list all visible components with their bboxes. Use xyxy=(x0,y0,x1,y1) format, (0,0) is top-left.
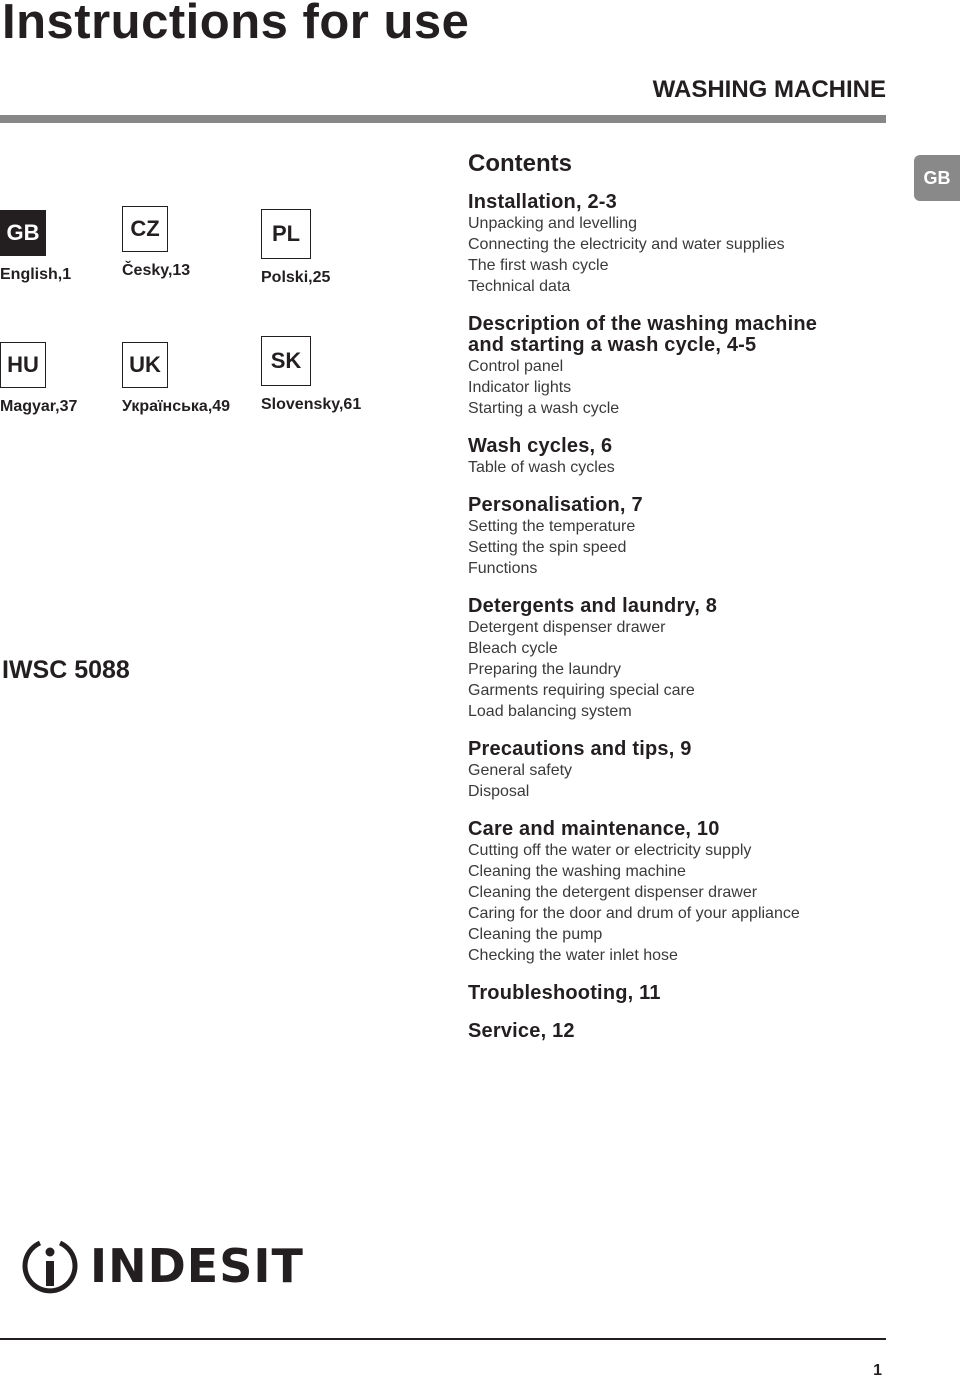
contents-section xyxy=(468,314,908,419)
section-item[interactable]: Functions xyxy=(468,560,538,577)
section-item[interactable]: Garments requiring special care xyxy=(468,682,695,699)
section-title[interactable]: Description of the washing machine and starting a wash cycle, 4-5 xyxy=(468,313,818,356)
section-item[interactable]: Cleaning the pump xyxy=(468,926,603,943)
section-item[interactable]: Unpacking and levelling xyxy=(468,215,637,232)
contents-section xyxy=(468,495,908,579)
section-item[interactable]: Connecting the electricity and water supplies xyxy=(468,236,785,253)
language-label: Polski,25 xyxy=(261,269,331,286)
section-item[interactable]: Preparing the laundry xyxy=(468,661,621,678)
language-code-badge: CZ xyxy=(122,206,168,252)
section-item[interactable]: The first wash cycle xyxy=(468,257,609,274)
header-divider xyxy=(0,115,886,123)
brand-logo xyxy=(18,1234,304,1298)
language-code-badge: PL xyxy=(261,209,311,259)
section-item[interactable]: Disposal xyxy=(468,783,530,800)
section-item[interactable]: Bleach cycle xyxy=(468,640,558,657)
section-item[interactable]: Checking the water inlet hose xyxy=(468,947,678,964)
section-item[interactable]: Control panel xyxy=(468,358,564,375)
table-of-contents xyxy=(468,150,908,1059)
section-item[interactable]: Cleaning the washing machine xyxy=(468,863,686,880)
language-label: English,1 xyxy=(0,266,72,283)
section-title[interactable]: Detergents and laundry, 8 xyxy=(468,595,718,617)
contents-section xyxy=(468,819,908,966)
section-title[interactable]: Installation, 2-3 xyxy=(468,191,617,213)
contents-section xyxy=(468,192,908,297)
section-item[interactable]: Caring for the door and drum of your appliance xyxy=(468,905,800,922)
language-gb[interactable] xyxy=(0,210,120,284)
language-cz[interactable] xyxy=(122,206,242,280)
contents-section xyxy=(468,1021,908,1042)
section-item[interactable]: Cutting off the water or electricity supply xyxy=(468,842,752,859)
section-item[interactable]: Cleaning the detergent dispenser drawer xyxy=(468,884,758,901)
section-title[interactable]: Care and maintenance, 10 xyxy=(468,818,720,840)
section-title[interactable]: Personalisation, 7 xyxy=(468,494,643,516)
language-side-tab: GB xyxy=(914,155,960,201)
page-number: 1 xyxy=(873,1362,882,1379)
section-item[interactable]: Table of wash cycles xyxy=(468,459,615,476)
language-uk[interactable] xyxy=(122,342,242,416)
section-title[interactable]: Troubleshooting, 11 xyxy=(468,982,661,1004)
language-sk[interactable] xyxy=(261,336,381,414)
contents-sections xyxy=(468,192,908,1042)
language-label: Magyar,37 xyxy=(0,398,78,415)
section-item[interactable]: Setting the spin speed xyxy=(468,539,627,556)
section-title[interactable]: Wash cycles, 6 xyxy=(468,435,613,457)
section-item[interactable]: Starting a wash cycle xyxy=(468,400,620,417)
language-label: Українська,49 xyxy=(122,398,231,415)
contents-section xyxy=(468,739,908,802)
section-item[interactable]: Indicator lights xyxy=(468,379,572,396)
section-item[interactable]: Load balancing system xyxy=(468,703,632,720)
section-item[interactable]: Technical data xyxy=(468,278,571,295)
contents-section xyxy=(468,436,908,478)
section-title[interactable]: Service, 12 xyxy=(468,1020,575,1042)
language-label: Slovensky,61 xyxy=(261,396,362,413)
section-item[interactable]: General safety xyxy=(468,762,573,779)
language-code-badge: UK xyxy=(122,342,168,388)
page-title: Instructions for use xyxy=(2,0,470,49)
language-label: Česky,13 xyxy=(122,262,191,279)
language-hu[interactable] xyxy=(0,342,120,416)
language-code-badge: SK xyxy=(261,336,311,386)
language-code-badge: HU xyxy=(0,342,46,388)
brand-name: INDESIT xyxy=(90,1239,304,1293)
section-item[interactable]: Detergent dispenser drawer xyxy=(468,619,666,636)
model-number: IWSC 5088 xyxy=(2,656,130,684)
language-pl[interactable] xyxy=(261,209,381,287)
indesit-logo-icon xyxy=(18,1234,82,1298)
footer-divider xyxy=(0,1338,886,1340)
contents-section xyxy=(468,983,908,1004)
section-item[interactable]: Setting the temperature xyxy=(468,518,636,535)
language-code-badge: GB xyxy=(0,210,46,256)
product-type: WASHING MACHINE xyxy=(652,76,886,103)
section-title[interactable]: Precautions and tips, 9 xyxy=(468,738,692,760)
contents-section xyxy=(468,596,908,722)
contents-heading: Contents xyxy=(468,150,572,177)
